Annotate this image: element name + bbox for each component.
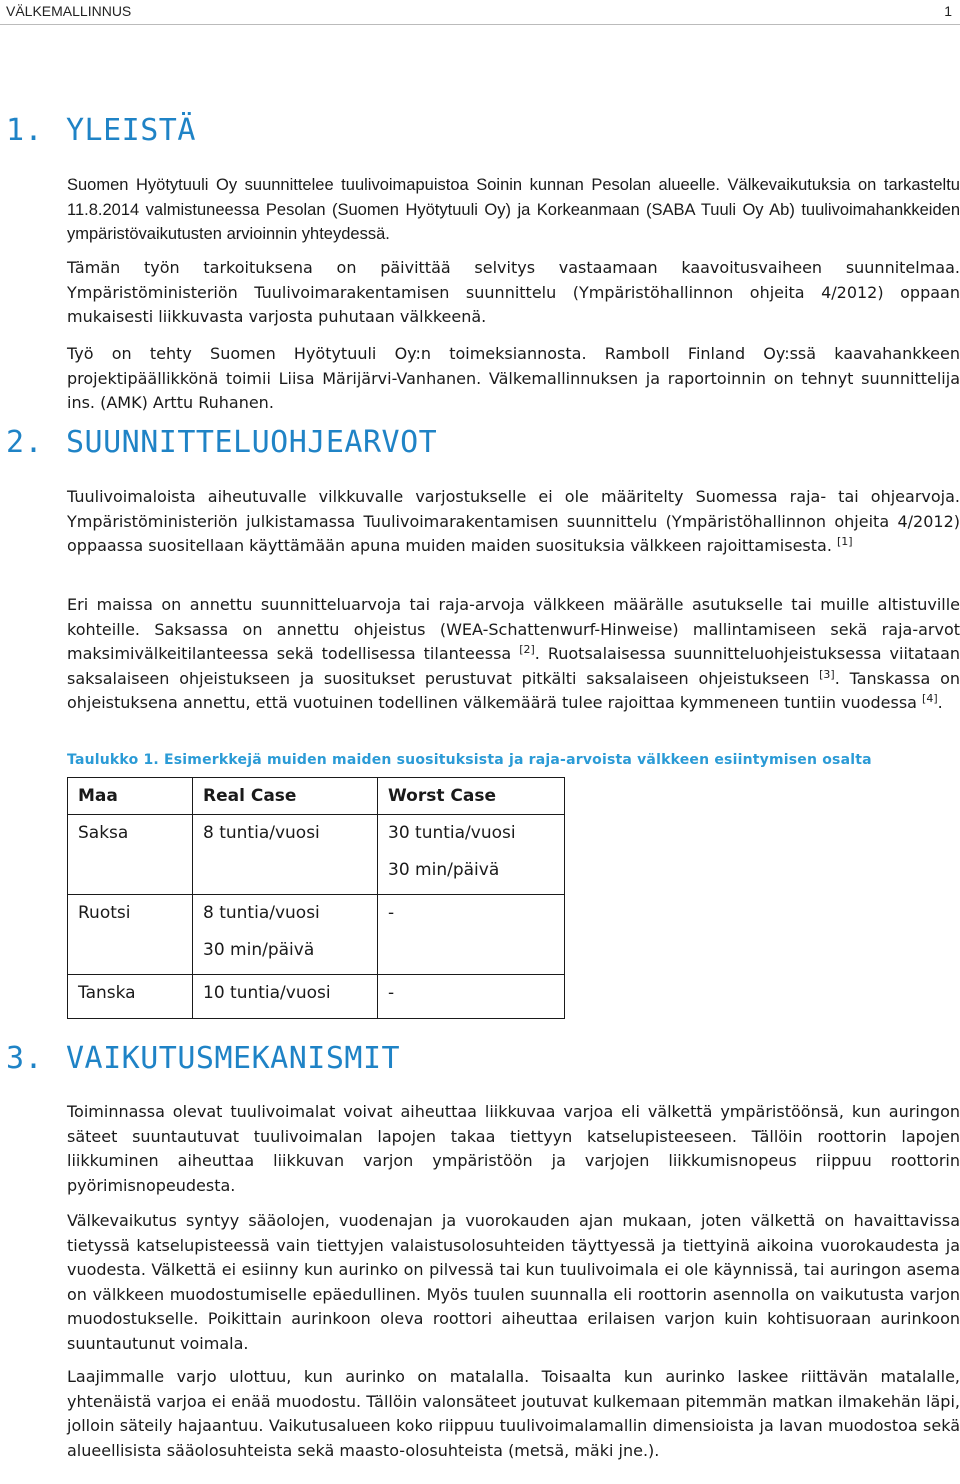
- table-cell: [193, 895, 378, 975]
- cell-line: -: [388, 903, 395, 923]
- table-cell: [193, 815, 378, 895]
- cell-line: 8 tuntia/vuosi: [203, 823, 320, 843]
- cell-line: Ruotsi: [78, 903, 131, 923]
- section-heading-3: [6, 1041, 400, 1076]
- table-header-cell: Worst Case: [378, 778, 565, 815]
- table-cell: [193, 975, 378, 1019]
- table-cell: [68, 815, 193, 895]
- table-caption: Taulukko 1. Esimerkkejä muiden maiden suosituksista ja raja-arvoista välkkeen esiintymisen osalta: [67, 752, 872, 768]
- paragraph: Tämän työn tarkoituksena on päivittää selvitys vastaamaan kaavoitusvaiheen suunnitelmaa. Ympäristöministeriön Tuulivoimarakentamisen suunnittelu (Ympäristöhallinnon ohjeita 4/2012) oppaan mukaisesti liikkuvasta varjosta puhutaan välkkeenä.: [67, 258, 960, 327]
- paragraph: [67, 593, 960, 716]
- cell-line: 8 tuntia/vuosi: [203, 903, 320, 923]
- section-heading-1: [6, 113, 196, 148]
- section-title: YLEISTÄ: [66, 113, 196, 148]
- paragraph-text: . Ruotsalaisessa suunnitteluohjeistuksessa viitataan saksalaiseen ohjeistukseen ja suositukset perustuvat pitkälti saksalaiseen ohjeistukseen: [67, 644, 960, 688]
- running-header-title: VÄLKEMALLINNUS: [6, 3, 132, 19]
- cell-line: -: [388, 983, 395, 1003]
- paragraph-text: Eri maissa on annettu suunnitteluarvoja tai raja-arvoja välkkeen määrälle asutukselle tai muille altistuville kohteille. Saksassa on annettu ohjeistus (WEA-Schattenwurf-Hinweise) mallintamiseen sekä raja-arvot maksimivälkeitilanteessa sekä todellisessa tilanteessa: [67, 595, 960, 664]
- cell-line: 30 min/päivä: [203, 939, 315, 960]
- paragraph: Välkevaikutus syntyy sääolojen, vuodenajan ja vuorokauden ajan mukaan, joten välkettä on havaittavissa tietyssä katselupisteessä vain tiettyjen valaistusolosuhteiden täyttyessä ja tiettyinä aikoina vuorokaudesta ja vuodesta. Välkettä ei esiinny kun aurinko on pilvessä tai kun tuulivoimala ei ole käynnissä, tai auringon asema on välkkeen muodostumiselle epäedullinen. Myös tuulen suunnalla eli roottorin asennolla on vaikutusta varjon muodostukselle. Poikittain aurinkoon oleva roottori aiheuttaa erilaisen varjon kuin kohtisuoraan aurinkoon suuntautunut voimala.: [67, 1211, 960, 1353]
- section-heading-2: [6, 425, 437, 460]
- table-cell: [378, 895, 565, 975]
- cell-line: 10 tuntia/vuosi: [203, 983, 331, 1003]
- table-row: [68, 975, 565, 1019]
- paragraph-text: .: [937, 693, 943, 713]
- paragraph: Toiminnassa olevat tuulivoimalat voivat aiheuttaa liikkuvaa varjoa eli välkettä ympäristöönsä, kun auringon säteet suuntautuvat tuulivoimalan lapojen takaa tiettyyn katselupisteeseen. Tällöin roottorin lapojen liikkuminen aiheuttaa liikkuvan varjon ympäristöön ja varjojen liikkumisnopeus riippuu roottorin pyörimisnopeudesta.: [67, 1102, 960, 1195]
- paragraph: Laajimmalle varjo ulottuu, kun aurinko on matalalla. Toisaalta kun aurinko laskee riittävän matalalle, yhtenäistä varjoa ei enää muodostu. Tällöin valonsäteet joutuvat kulkemaan pitemmän matkan ilmakehän läpi, jolloin säteily hajaantuu. Vaikutusalueen koko riippuu tuulivoimalamallin dimensioista ja lavan muodostoa sekä alueellisista sääolosuhteista sekä maasto-olosuhteista (metsä, mäki jne.).: [67, 1367, 960, 1460]
- page-number: 1: [944, 3, 952, 19]
- table-row: [68, 895, 565, 975]
- recommendations-table: [67, 777, 565, 1019]
- reference-marker: [3]: [819, 667, 835, 681]
- cell-line: Tanska: [78, 983, 136, 1003]
- table-cell: [378, 975, 565, 1019]
- table-row: [68, 815, 565, 895]
- paragraph-text: . Tanskassa on ohjeistuksena annettu, että vuotuinen todellinen välkemäärä tulee rajoittaa kymmeneen tuntiin vuodessa: [67, 668, 960, 713]
- cell-line: 30 min/päivä: [388, 859, 500, 880]
- reference-marker: [4]: [922, 692, 938, 706]
- table-header-cell: Real Case: [193, 778, 378, 815]
- paragraph: [67, 485, 960, 559]
- table-cell: [68, 975, 193, 1019]
- paragraph: Suomen Hyötytuuli Oy suunnittelee tuulivoimapuistoa Soinin kunnan Pesolan alueelle. Välkevaikutuksia on tarkasteltu 11.8.2014 valmistuneessa Pesolan (Suomen Hyötytuuli Oy) ja Korkeanmaan (SABA Tuuli Oy Ab) tuulivoimahankkeiden ympäristövaikutusten arvioinnin yhteydessä.: [67, 176, 960, 244]
- section-number: 2.: [6, 425, 44, 460]
- table-header-row: [68, 778, 565, 815]
- cell-line: Saksa: [78, 823, 129, 843]
- table-cell: [378, 815, 565, 895]
- section-number: 3.: [6, 1041, 44, 1076]
- paragraph-text: Tuulivoimaloista aiheutuvalle vilkkuvalle varjostukselle ei ole määritelty Suomessa raja- tai ohjearvoja. Ympäristöministeriön julkistamassa Tuulivoimarakentamisen suunnittelu (Ympäristöhallinnon ohjeita 4/2012) oppaassa suositellaan käyttämään apuna muiden maiden suosituksia välkkeen rajoittamisesta.: [67, 487, 960, 556]
- section-title: VAIKUTUSMEKANISMIT: [66, 1041, 401, 1076]
- section-title: SUUNNITTELUOHJEARVOT: [66, 425, 438, 460]
- paragraph: Työ on tehty Suomen Hyötytuuli Oy:n toimeksiannosta. Ramboll Finland Oy:ssä kaavahankkeen projektipäällikkönä toimii Liisa Märijärvi-Vanhanen. Välkemallinnuksen ja raportoinnin on tehnyt suunnittelija ins. (AMK) Arttu Ruhanen.: [67, 344, 960, 413]
- reference-marker: [1]: [837, 535, 853, 549]
- cell-line: 30 tuntia/vuosi: [388, 823, 516, 843]
- section-number: 1.: [6, 113, 44, 148]
- table-header-cell: Maa: [68, 778, 193, 815]
- reference-marker: [2]: [519, 643, 535, 657]
- header-divider: [0, 24, 960, 25]
- table-cell: [68, 895, 193, 975]
